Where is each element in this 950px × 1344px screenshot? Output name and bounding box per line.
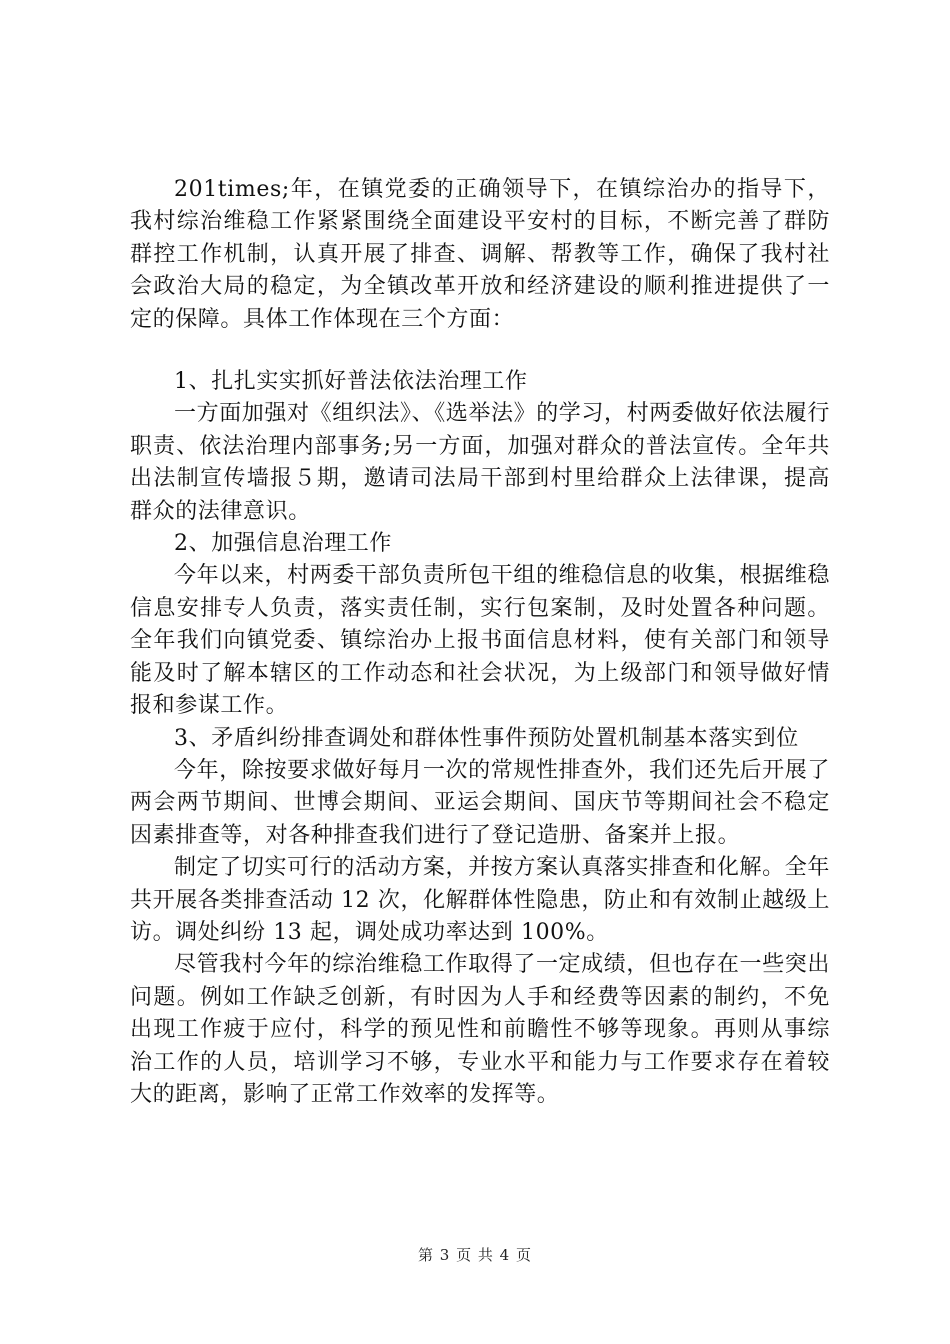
- section-3-paragraph-2: 制定了切实可行的活动方案，并按方案认真落实排查和化解。全年共开展各类排查活动 12 次，化解群体性隐患，防止和有效制止越级上访。调处纠纷 13 起，调处成功率达到 100%。: [130, 855, 830, 945]
- page-number-footer: 第 3 页 共 4 页: [418, 1246, 532, 1264]
- section-2-paragraph: 今年以来，村两委干部负责所包干组的维稳信息的收集，根据维稳信息安排专人负责，落实责任制，实行包案制，及时处置各种问题。全年我们向镇党委、镇综治办上报书面信息材料，使有关部门和领导能及时了解本辖区的工作动态和社会状况，为上级部门和领导做好情报和参谋工作。: [130, 563, 830, 719]
- section-2-heading: 2、加强信息治理工作: [174, 531, 392, 557]
- section-1-heading: 1、扎扎实实抓好普法依法治理工作: [174, 369, 528, 395]
- section-3-heading: 3、矛盾纠纷排查调处和群体性事件预防处置机制基本落实到位: [174, 725, 799, 751]
- paragraph-spacer: [130, 336, 830, 366]
- conclusion-paragraph: 尽管我村今年的综治维稳工作取得了一定成绩，但也存在一些突出问题。例如工作缺乏创新，有时因为人手和经费等因素的制约，不免出现工作疲于应付，科学的预见性和前瞻性不够等现象。再则从事综治工作的人员，培训学习不够，专业水平和能力与工作要求存在着较大的距离，影响了正常工作效率的发挥等。: [130, 952, 830, 1107]
- document-body: [130, 174, 830, 1111]
- section-1-paragraph: 一方面加强对《组织法》、《选举法》的学习，村两委做好依法履行职责、依法治理内部事务;另一方面，加强对群众的普法宣传。全年共出法制宣传墙报５期，邀请司法局干部到村里给群众上法律课，提高群众的法律意识。: [130, 401, 831, 524]
- intro-paragraph: 201times;年，在镇党委的正确领导下，在镇综治办的指导下，我村综治维稳工作紧紧围绕全面建设平安村的目标，不断完善了群防群控工作机制，认真开展了排查、调解、帮教等工作，确保了我村社会政治大局的稳定，为全镇改革开放和经济建设的顺利推进提供了一定的保障。具体工作体现在三个方面：: [130, 177, 830, 332]
- section-3-paragraph-1: 今年，除按要求做好每月一次的常规性排查外，我们还先后开展了两会两节期间、世博会期间、亚运会期间、国庆节等期间社会不稳定因素排查等，对各种排查我们进行了登记造册、备案并上报。: [130, 757, 830, 848]
